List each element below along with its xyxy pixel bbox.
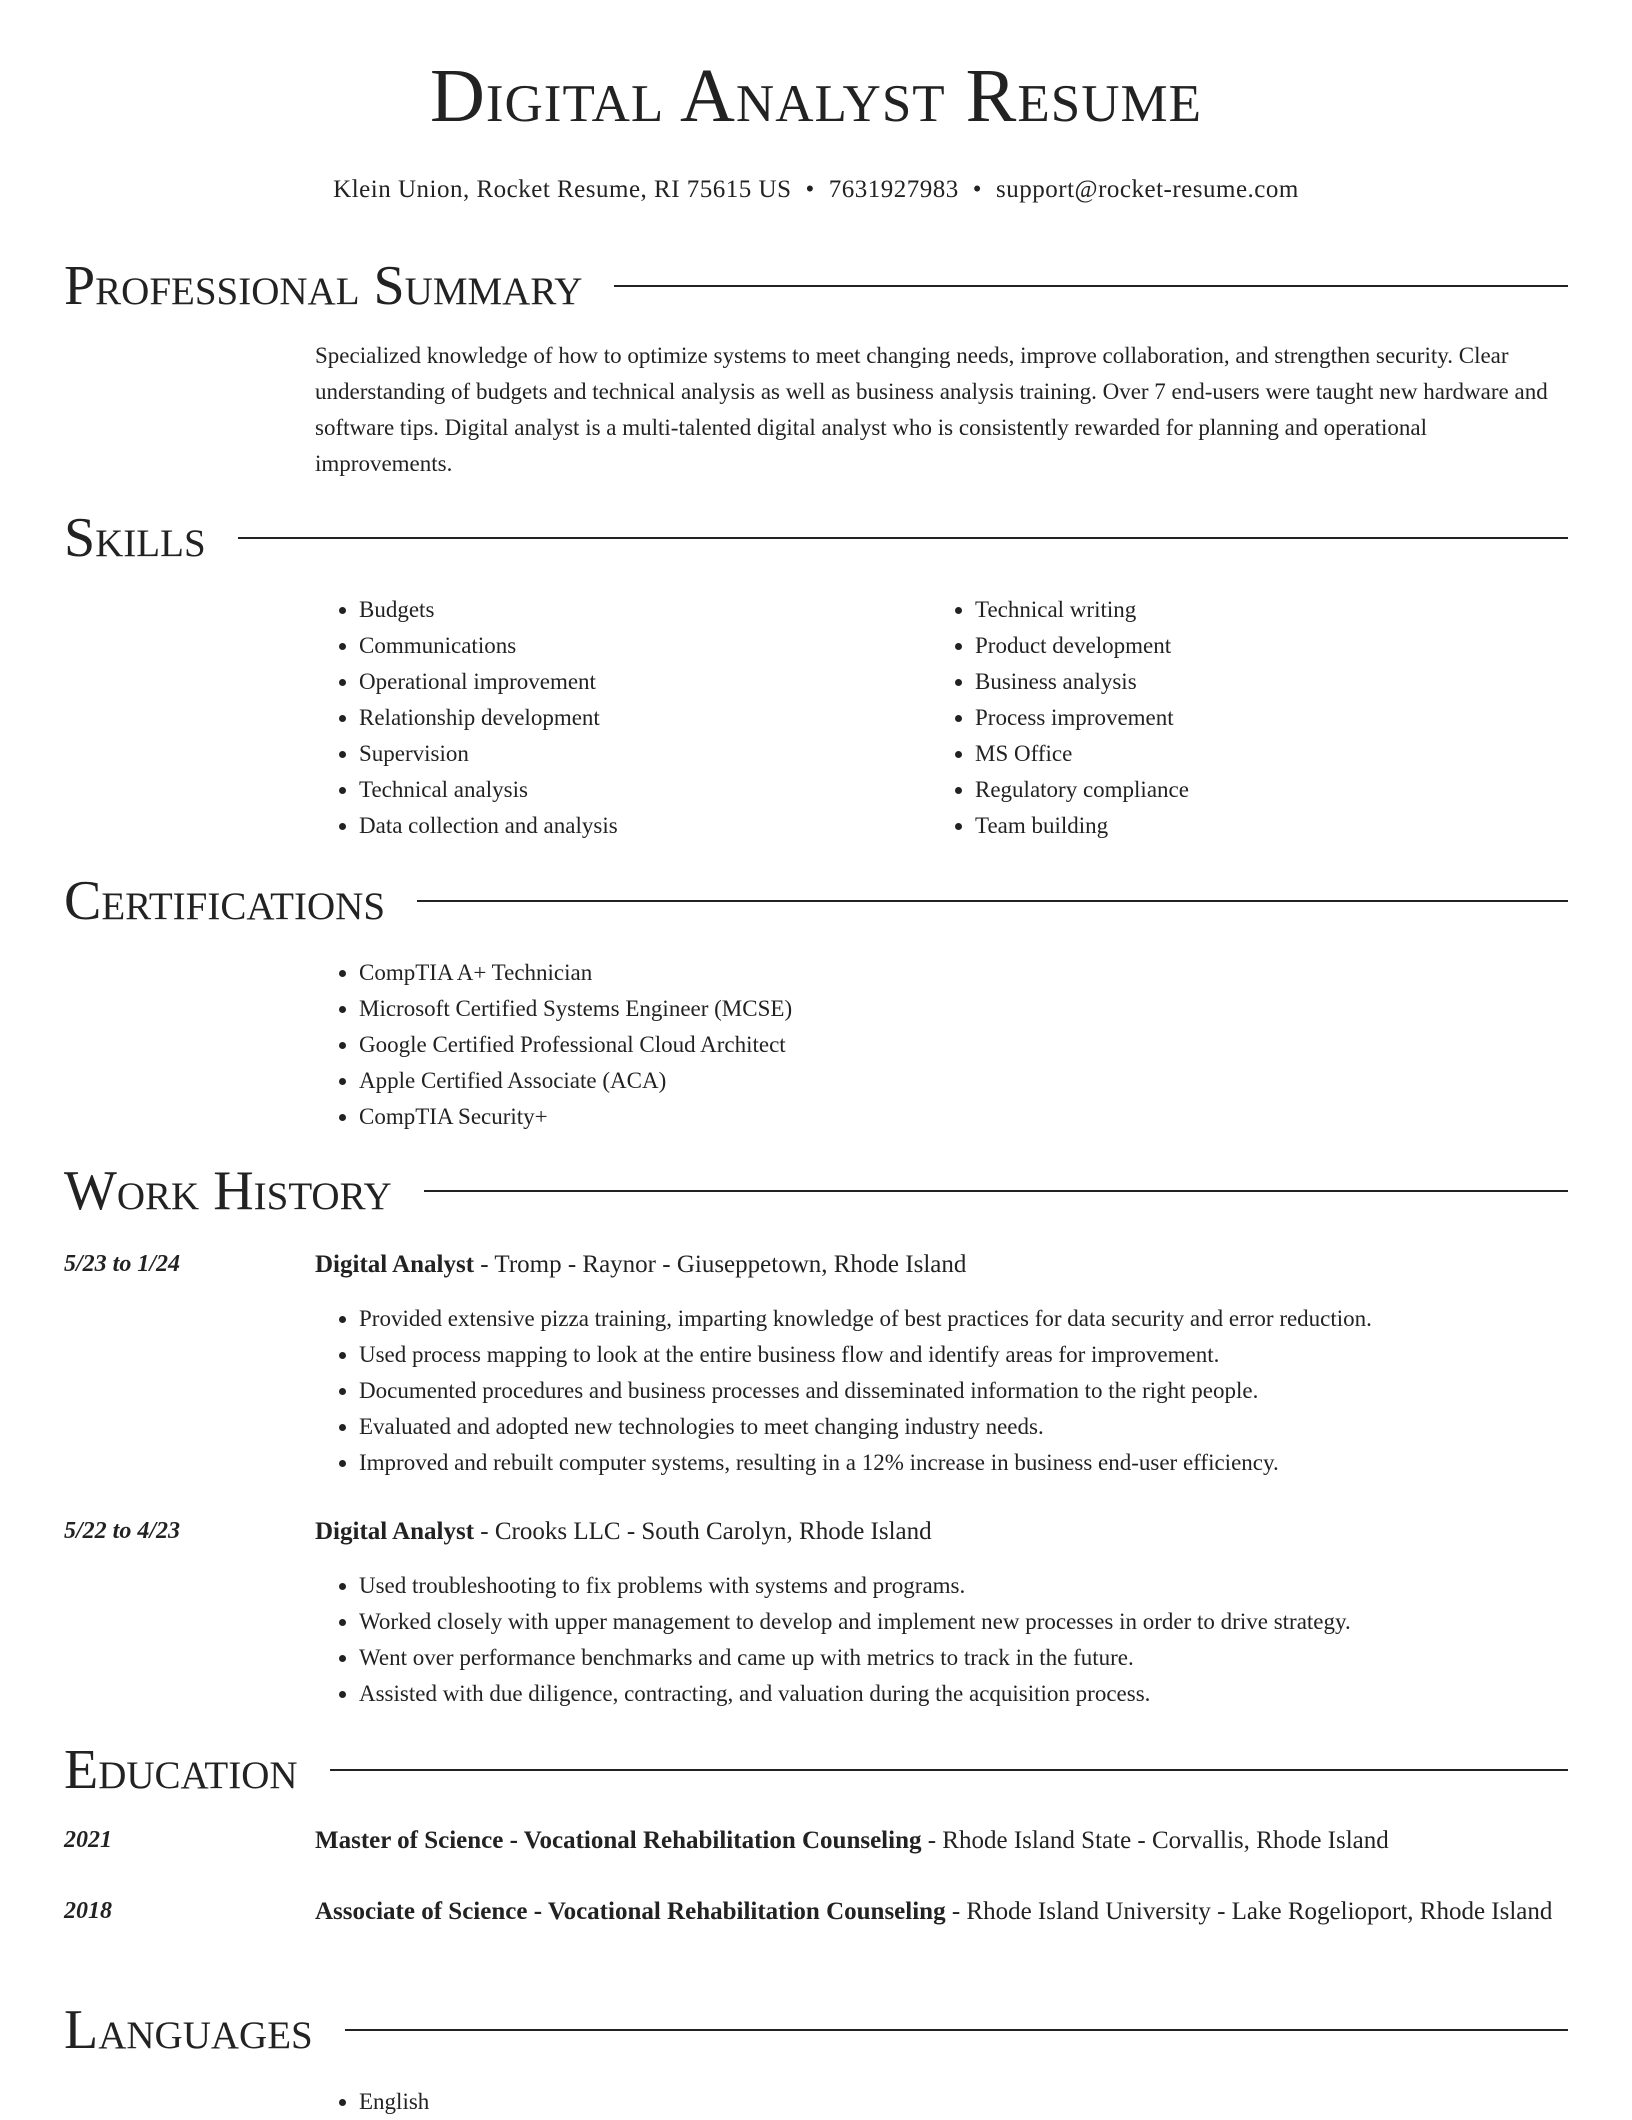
contact-separator: • bbox=[805, 176, 815, 203]
summary-heading: Professional Summary bbox=[64, 255, 583, 317]
summary-section-header bbox=[64, 255, 1568, 317]
job-bullet-item: • Went over performance benchmarks and came up with metrics to track in the future. bbox=[359, 1640, 1570, 1676]
skill-list bbox=[315, 592, 915, 844]
certifications-heading: Certifications bbox=[64, 870, 386, 932]
certification-list bbox=[315, 955, 1215, 1135]
skill-item: • Product development bbox=[975, 628, 1531, 664]
certification-item: • Microsoft Certified Systems Engineer (MCSE) bbox=[359, 991, 1215, 1027]
education-section-header bbox=[64, 1739, 1568, 1801]
job-bullet-item: • Worked closely with upper management to develop and implement new processes in order to drive strategy. bbox=[359, 1604, 1570, 1640]
job-bullet-list bbox=[315, 1568, 1570, 1712]
skill-item: • MS Office bbox=[975, 736, 1531, 772]
job-bullet-item: • Used process mapping to look at the entire business flow and identify areas for improvement. bbox=[359, 1337, 1570, 1373]
job-title-line bbox=[315, 1246, 1570, 1284]
job-dates: 5/23 to 1/24 bbox=[64, 1251, 181, 1277]
certifications-list bbox=[315, 955, 1215, 1135]
contact-address: Klein Union, Rocket Resume, RI 75615 US bbox=[333, 176, 792, 203]
education-details: - Rhode Island University - Lake Rogelioport, Rhode Island bbox=[945, 1898, 1553, 1925]
certification-item: • CompTIA A+ Technician bbox=[359, 955, 1215, 991]
skill-item: • Supervision bbox=[359, 736, 915, 772]
skill-item: • Budgets bbox=[359, 592, 915, 628]
resume-title: Digital Analyst Resume bbox=[430, 54, 1202, 138]
job-role: Digital Analyst bbox=[315, 1251, 475, 1278]
education-entry bbox=[315, 1822, 1570, 1860]
education-year: 2021 bbox=[64, 1827, 112, 1853]
certification-item: • Google Certified Professional Cloud Architect bbox=[359, 1027, 1215, 1063]
contact-phone: 7631927983 bbox=[828, 176, 959, 203]
contact-separator: • bbox=[972, 176, 983, 203]
certification-item: • CompTIA Security+ bbox=[359, 1099, 1215, 1135]
education-details: - Rhode Island State - Corvallis, Rhode Island bbox=[921, 1827, 1389, 1854]
section-divider bbox=[614, 285, 1568, 287]
job-dates: 5/22 to 4/23 bbox=[64, 1518, 181, 1544]
job-bullet-item: • Assisted with due diligence, contracting, and valuation during the acquisition process. bbox=[359, 1676, 1570, 1712]
section-divider bbox=[345, 2029, 1568, 2031]
contact-line bbox=[0, 176, 1632, 204]
section-divider bbox=[424, 1190, 1568, 1192]
skills-column-right bbox=[931, 592, 1531, 844]
skill-item: • Process improvement bbox=[975, 700, 1531, 736]
contact-email: support@rocket-resume.com bbox=[996, 176, 1299, 203]
skill-item: • Relationship development bbox=[359, 700, 915, 736]
skill-item: • Team building bbox=[975, 808, 1531, 844]
education-entry bbox=[315, 1893, 1570, 1931]
skills-heading: Skills bbox=[64, 507, 206, 569]
summary-text: Specialized knowledge of how to optimize systems to meet changing needs, improve collaboration, and strengthen security. Clear understanding of budgets and technical analysis as well as business analysis training. Over 7 end-users were taught new hardware and software tips. Digital analyst is a multi-talented digital analyst who is consistently rewarded for planning and operational improvements. bbox=[315, 343, 1548, 476]
skill-item: • Communications bbox=[359, 628, 915, 664]
section-divider bbox=[330, 1769, 1568, 1771]
job-bullet-item: • Improved and rebuilt computer systems, resulting in a 12% increase in business end-user efficiency. bbox=[359, 1445, 1570, 1481]
job-bullet-item: • Evaluated and adopted new technologies to meet changing industry needs. bbox=[359, 1409, 1570, 1445]
skill-item: • Technical writing bbox=[975, 592, 1531, 628]
job-bullet-item: • Documented procedures and business processes and disseminated information to the right people. bbox=[359, 1373, 1570, 1409]
education-heading: Education bbox=[64, 1739, 298, 1801]
language-item: • English bbox=[359, 2084, 1215, 2120]
job-bullet-item: • Used troubleshooting to fix problems with systems and programs. bbox=[359, 1568, 1570, 1604]
job-bullets bbox=[315, 1568, 1570, 1712]
languages-list bbox=[315, 2084, 1215, 2120]
job-title-line bbox=[315, 1513, 1570, 1551]
section-divider bbox=[238, 537, 1568, 539]
skill-item: • Business analysis bbox=[975, 664, 1531, 700]
skill-item: • Regulatory compliance bbox=[975, 772, 1531, 808]
skill-item: • Data collection and analysis bbox=[359, 808, 915, 844]
education-year: 2018 bbox=[64, 1898, 112, 1924]
languages-section-header bbox=[64, 1999, 1568, 2061]
education-degree: Associate of Science - Vocational Rehabilitation Counseling bbox=[315, 1898, 946, 1925]
skill-item: • Operational improvement bbox=[359, 664, 915, 700]
skills-section-header bbox=[64, 507, 1568, 569]
work-section-header bbox=[64, 1160, 1568, 1222]
skills-column-left bbox=[315, 592, 915, 844]
skill-list bbox=[931, 592, 1531, 844]
job-bullets bbox=[315, 1301, 1570, 1481]
language-list bbox=[315, 2084, 1215, 2120]
work-heading: Work History bbox=[64, 1160, 392, 1222]
job-details: - Crooks LLC - South Carolyn, Rhode Island bbox=[474, 1518, 932, 1545]
certification-item: • Apple Certified Associate (ACA) bbox=[359, 1063, 1215, 1099]
skill-item: • Technical analysis bbox=[359, 772, 915, 808]
education-degree: Master of Science - Vocational Rehabilitation Counseling bbox=[315, 1827, 922, 1854]
languages-heading: Languages bbox=[64, 1999, 313, 2061]
section-divider bbox=[417, 900, 1568, 902]
job-role: Digital Analyst bbox=[315, 1518, 475, 1545]
job-bullet-list bbox=[315, 1301, 1570, 1481]
certifications-section-header bbox=[64, 870, 1568, 932]
job-bullet-item: • Provided extensive pizza training, imparting knowledge of best practices for data security and error reduction. bbox=[359, 1301, 1570, 1337]
job-details: - Tromp - Raynor - Giuseppetown, Rhode Island bbox=[474, 1251, 967, 1278]
